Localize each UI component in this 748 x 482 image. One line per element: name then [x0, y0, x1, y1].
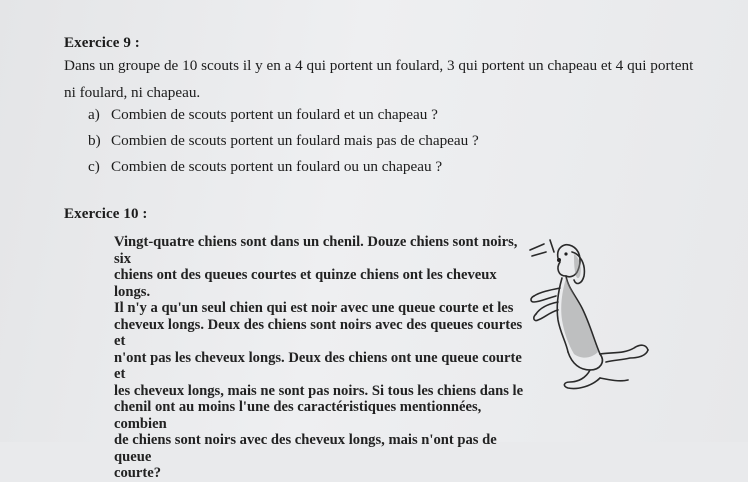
statement-line: courte? — [114, 465, 162, 481]
question-text: Combien de scouts portent un foulard et un chapeau ? — [111, 106, 438, 123]
question-c — [88, 154, 479, 180]
exercise-10-statement — [114, 234, 526, 482]
exercise-9-statement-line-2: ni foulard, ni chapeau. — [64, 84, 201, 101]
exercise-9-statement-line-1: Dans un groupe de 10 scouts il y en a 4 qui portent un foulard, 3 qui portent un chapeau et 4 qui portent — [64, 57, 694, 74]
statement-line: de chiens sont noirs avec des cheveux longs, mais n'ont pas de queue — [114, 432, 497, 465]
exercise-10-title: Exercice 10 : — [64, 206, 148, 222]
statement-line: chiens ont des queues courtes et quinze chiens ont les cheveux longs. — [114, 267, 497, 300]
statement-line: cheveux longs. Deux des chiens sont noirs avec des queues courtes et — [114, 316, 523, 349]
question-b — [88, 128, 479, 154]
statement-line: Vingt-quatre chiens sont dans un chenil. Douze chiens sont noirs, six — [114, 234, 518, 267]
exercise-9-statement — [64, 52, 693, 106]
question-label: c) — [88, 158, 100, 175]
statement-line: les cheveux longs, mais ne sont pas noirs. Si tous les chiens dans le — [114, 382, 524, 399]
question-label: b) — [88, 132, 101, 149]
dog-illustration-icon — [520, 232, 660, 392]
question-text: Combien de scouts portent un foulard ou un chapeau ? — [111, 158, 443, 175]
statement-line: n'ont pas les cheveux longs. Deux des chiens ont une queue courte et — [114, 349, 522, 382]
question-text: Combien de scouts portent un foulard mais pas de chapeau ? — [111, 132, 479, 149]
exercise-9-title: Exercice 9 : — [64, 35, 140, 51]
statement-line: chenil ont au moins l'une des caractéristiques mentionnées, combien — [114, 399, 482, 432]
question-a — [88, 102, 479, 128]
exercise-9-questions — [88, 102, 479, 180]
statement-line: Il n'y a qu'un seul chien qui est noir avec une queue courte et les — [114, 300, 514, 316]
question-label: a) — [88, 106, 100, 123]
